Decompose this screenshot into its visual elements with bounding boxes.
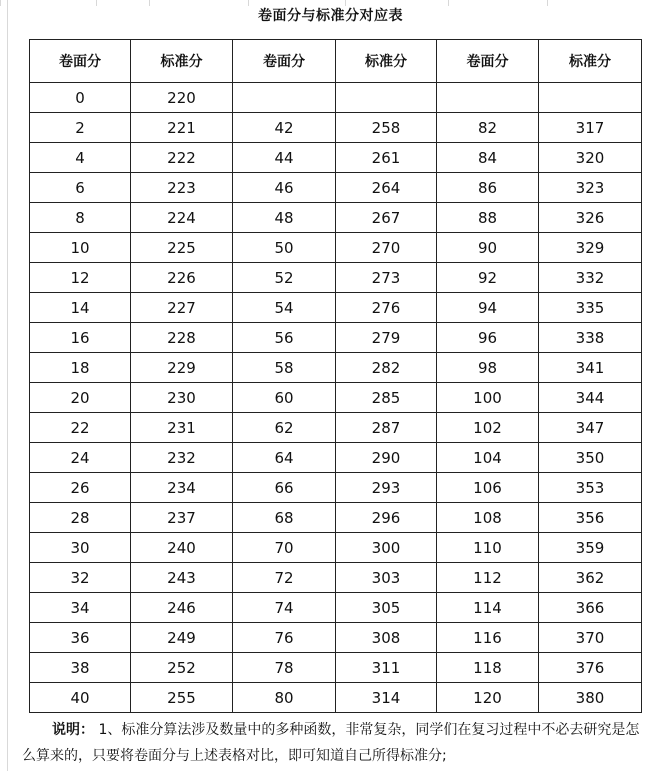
raw-score-cell: 4 (30, 143, 131, 173)
standard-score-cell: 226 (131, 263, 233, 293)
standard-score-cell: 282 (336, 353, 437, 383)
table-body (30, 83, 642, 713)
column-header-standard-score: 标准分 (131, 40, 233, 83)
raw-score-cell: 120 (437, 683, 539, 713)
table-row (30, 503, 642, 533)
raw-score-cell: 98 (437, 353, 539, 383)
raw-score-cell: 108 (437, 503, 539, 533)
table-row (30, 443, 642, 473)
raw-score-cell: 2 (30, 113, 131, 143)
table-row (30, 593, 642, 623)
raw-score-cell: 102 (437, 413, 539, 443)
table-row (30, 653, 642, 683)
standard-score-cell: 311 (336, 653, 437, 683)
raw-score-cell: 68 (233, 503, 336, 533)
raw-score-cell: 92 (437, 263, 539, 293)
raw-score-cell: 82 (437, 113, 539, 143)
standard-score-cell: 221 (131, 113, 233, 143)
standard-score-cell: 285 (336, 383, 437, 413)
raw-score-cell: 66 (233, 473, 336, 503)
raw-score-cell: 18 (30, 353, 131, 383)
raw-score-cell: 110 (437, 533, 539, 563)
raw-score-cell: 32 (30, 563, 131, 593)
raw-score-cell: 38 (30, 653, 131, 683)
standard-score-cell: 232 (131, 443, 233, 473)
raw-score-cell: 116 (437, 623, 539, 653)
standard-score-cell: 335 (539, 293, 642, 323)
standard-score-cell: 296 (336, 503, 437, 533)
standard-score-cell: 243 (131, 563, 233, 593)
column-header-raw-score: 卷面分 (30, 40, 131, 83)
table-row (30, 683, 642, 713)
raw-score-cell: 118 (437, 653, 539, 683)
standard-score-cell: 261 (336, 143, 437, 173)
page-margin-line (7, 0, 8, 771)
standard-score-cell: 332 (539, 263, 642, 293)
raw-score-cell: 112 (437, 563, 539, 593)
table-row (30, 83, 642, 113)
standard-score-cell (539, 83, 642, 113)
raw-score-cell: 12 (30, 263, 131, 293)
raw-score-cell: 22 (30, 413, 131, 443)
standard-score-cell: 222 (131, 143, 233, 173)
raw-score-cell: 14 (30, 293, 131, 323)
raw-score-cell: 6 (30, 173, 131, 203)
standard-score-cell: 326 (539, 203, 642, 233)
standard-score-cell: 227 (131, 293, 233, 323)
note-label: 说明： (52, 722, 94, 738)
raw-score-cell: 24 (30, 443, 131, 473)
standard-score-cell: 246 (131, 593, 233, 623)
raw-score-cell: 106 (437, 473, 539, 503)
standard-score-cell: 220 (131, 83, 233, 113)
standard-score-cell: 303 (336, 563, 437, 593)
raw-score-cell: 16 (30, 323, 131, 353)
standard-score-cell: 267 (336, 203, 437, 233)
raw-score-cell: 54 (233, 293, 336, 323)
standard-score-cell: 366 (539, 593, 642, 623)
raw-score-cell: 104 (437, 443, 539, 473)
column-header-raw-score: 卷面分 (437, 40, 539, 83)
standard-score-cell: 279 (336, 323, 437, 353)
raw-score-cell: 30 (30, 533, 131, 563)
standard-score-cell: 225 (131, 233, 233, 263)
raw-score-cell: 60 (233, 383, 336, 413)
standard-score-cell: 305 (336, 593, 437, 623)
raw-score-cell: 8 (30, 203, 131, 233)
score-conversion-table (29, 39, 642, 713)
standard-score-cell: 228 (131, 323, 233, 353)
raw-score-cell: 96 (437, 323, 539, 353)
raw-score-cell: 80 (233, 683, 336, 713)
raw-score-cell: 114 (437, 593, 539, 623)
table-row (30, 383, 642, 413)
raw-score-cell: 84 (437, 143, 539, 173)
table-row (30, 323, 642, 353)
page-title: 卷面分与标准分对应表 (258, 8, 403, 24)
standard-score-cell: 347 (539, 413, 642, 443)
standard-score-cell: 314 (336, 683, 437, 713)
raw-score-cell: 86 (437, 173, 539, 203)
raw-score-cell: 20 (30, 383, 131, 413)
standard-score-cell: 230 (131, 383, 233, 413)
standard-score-cell: 338 (539, 323, 642, 353)
raw-score-cell: 34 (30, 593, 131, 623)
raw-score-cell: 88 (437, 203, 539, 233)
note-paragraph (22, 717, 650, 769)
standard-score-cell: 290 (336, 443, 437, 473)
standard-score-cell: 344 (539, 383, 642, 413)
standard-score-cell: 359 (539, 533, 642, 563)
raw-score-cell: 72 (233, 563, 336, 593)
raw-score-cell: 0 (30, 83, 131, 113)
standard-score-cell: 362 (539, 563, 642, 593)
standard-score-cell: 293 (336, 473, 437, 503)
standard-score-cell: 255 (131, 683, 233, 713)
standard-score-cell: 276 (336, 293, 437, 323)
standard-score-cell: 240 (131, 533, 233, 563)
note-text: 1、标准分算法涉及数量中的多种函数，非常复杂，同学们在复习过程中不必去研究是怎么算来的，只要将卷面分与上述表格对比，即可知道自己所得标准分; (22, 722, 640, 764)
raw-score-cell: 58 (233, 353, 336, 383)
raw-score-cell: 64 (233, 443, 336, 473)
raw-score-cell: 36 (30, 623, 131, 653)
standard-score-cell: 252 (131, 653, 233, 683)
raw-score-cell: 52 (233, 263, 336, 293)
table-row (30, 113, 642, 143)
standard-score-cell: 237 (131, 503, 233, 533)
standard-score-cell (336, 83, 437, 113)
table-row (30, 563, 642, 593)
standard-score-cell: 224 (131, 203, 233, 233)
raw-score-cell: 48 (233, 203, 336, 233)
raw-score-cell: 56 (233, 323, 336, 353)
standard-score-cell: 223 (131, 173, 233, 203)
standard-score-cell: 249 (131, 623, 233, 653)
standard-score-cell: 353 (539, 473, 642, 503)
table-row (30, 353, 642, 383)
standard-score-cell: 323 (539, 173, 642, 203)
raw-score-cell: 26 (30, 473, 131, 503)
table-row (30, 173, 642, 203)
raw-score-cell (437, 83, 539, 113)
standard-score-cell: 308 (336, 623, 437, 653)
column-header-raw-score: 卷面分 (233, 40, 336, 83)
standard-score-cell: 264 (336, 173, 437, 203)
standard-score-cell: 320 (539, 143, 642, 173)
raw-score-cell: 76 (233, 623, 336, 653)
table-row (30, 233, 642, 263)
table-row (30, 473, 642, 503)
standard-score-cell: 273 (336, 263, 437, 293)
raw-score-cell: 46 (233, 173, 336, 203)
raw-score-cell (233, 83, 336, 113)
raw-score-cell: 10 (30, 233, 131, 263)
raw-score-cell: 94 (437, 293, 539, 323)
table-header-row (30, 40, 642, 83)
raw-score-cell: 42 (233, 113, 336, 143)
standard-score-cell: 229 (131, 353, 233, 383)
standard-score-cell: 258 (336, 113, 437, 143)
standard-score-cell: 329 (539, 233, 642, 263)
raw-score-cell: 100 (437, 383, 539, 413)
raw-score-cell: 78 (233, 653, 336, 683)
table-row (30, 623, 642, 653)
standard-score-cell: 376 (539, 653, 642, 683)
table-row (30, 293, 642, 323)
raw-score-cell: 40 (30, 683, 131, 713)
raw-score-cell: 90 (437, 233, 539, 263)
table-row (30, 413, 642, 443)
standard-score-cell: 356 (539, 503, 642, 533)
standard-score-cell: 341 (539, 353, 642, 383)
standard-score-cell: 317 (539, 113, 642, 143)
raw-score-cell: 28 (30, 503, 131, 533)
standard-score-cell: 370 (539, 623, 642, 653)
standard-score-cell: 350 (539, 443, 642, 473)
standard-score-cell: 287 (336, 413, 437, 443)
standard-score-cell: 234 (131, 473, 233, 503)
column-header-standard-score: 标准分 (539, 40, 642, 83)
column-header-standard-score: 标准分 (336, 40, 437, 83)
raw-score-cell: 44 (233, 143, 336, 173)
raw-score-cell: 50 (233, 233, 336, 263)
standard-score-cell: 380 (539, 683, 642, 713)
standard-score-cell: 300 (336, 533, 437, 563)
standard-score-cell: 231 (131, 413, 233, 443)
raw-score-cell: 74 (233, 593, 336, 623)
raw-score-cell: 62 (233, 413, 336, 443)
table-row (30, 203, 642, 233)
table-row (30, 533, 642, 563)
standard-score-cell: 270 (336, 233, 437, 263)
table-row (30, 143, 642, 173)
raw-score-cell: 70 (233, 533, 336, 563)
table-row (30, 263, 642, 293)
